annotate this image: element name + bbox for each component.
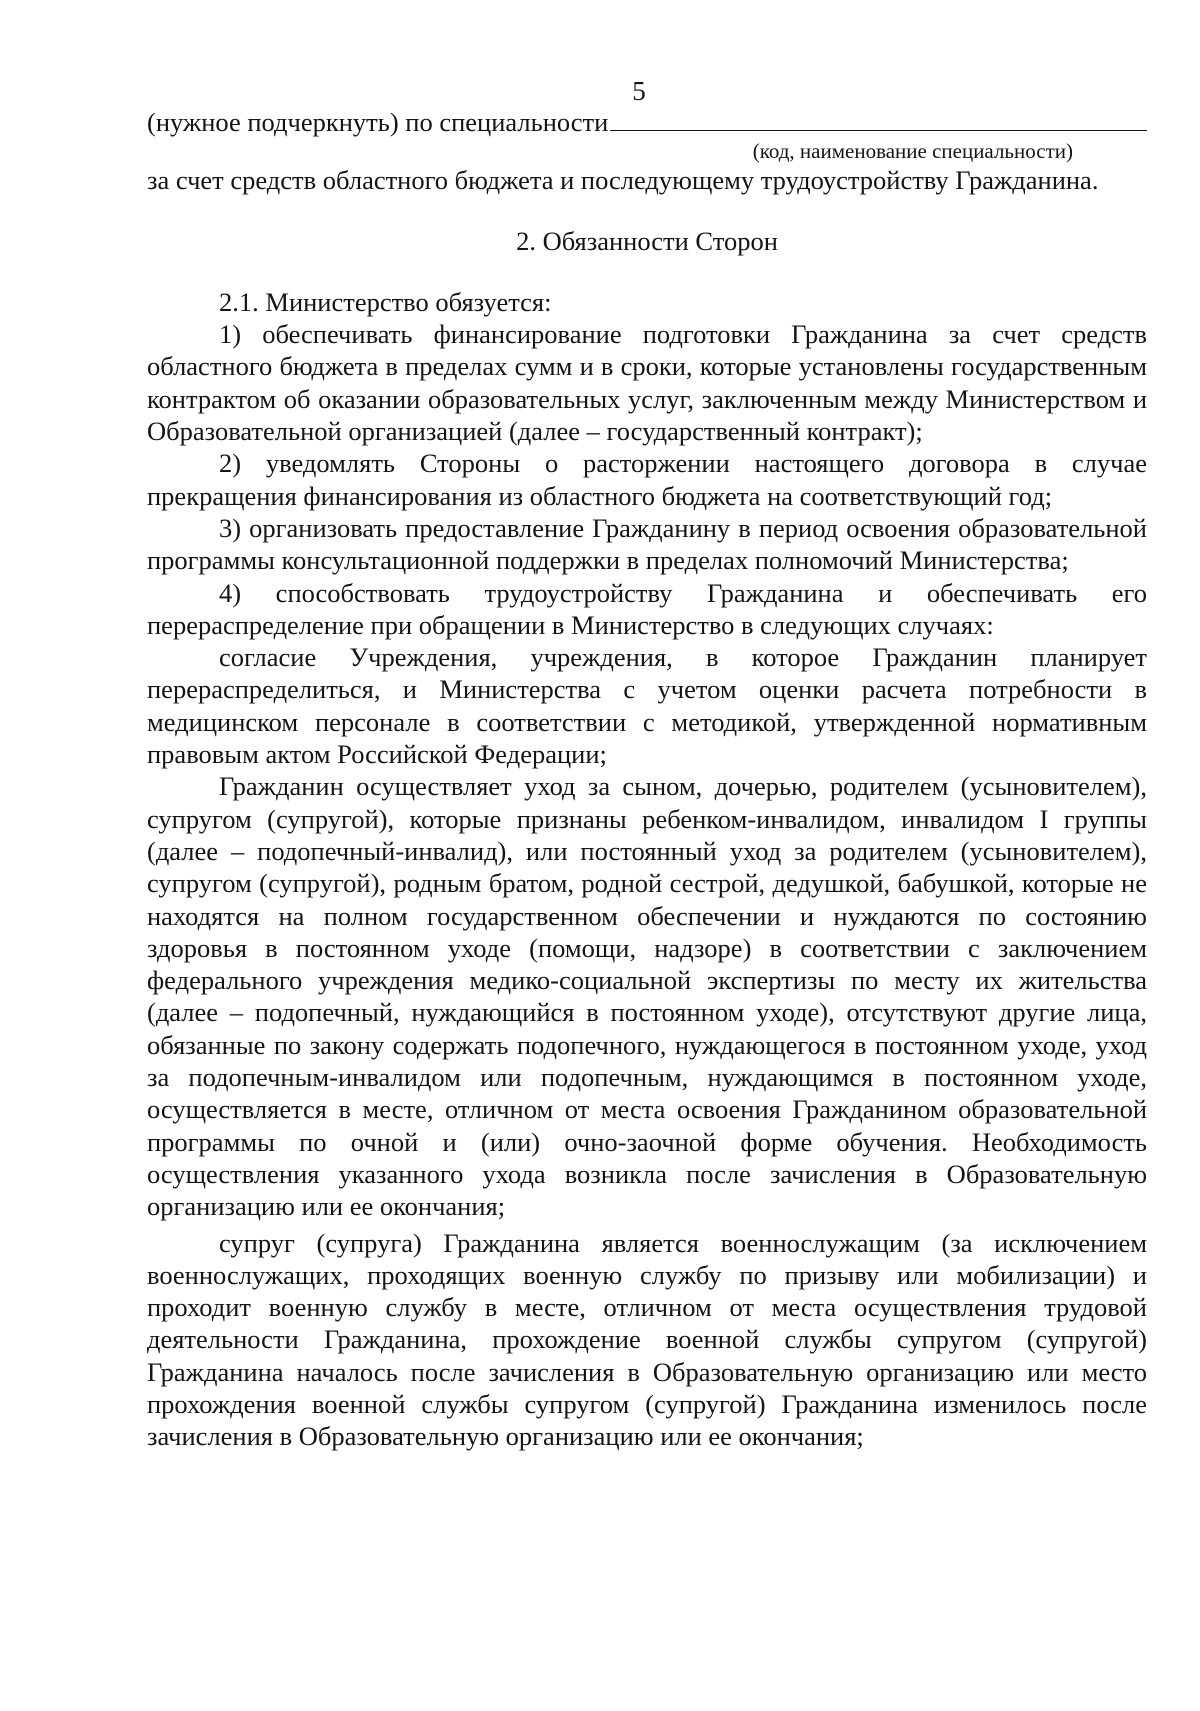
page-number: 5 [632,76,646,106]
section-heading: 2. Обязанности Сторон [516,225,778,256]
case-paragraph-consent: согласие Учреждения, учреждения, в которое Гражданин планирует перераспределиться, и Министерства с учетом оценки расчета потребности в медицинском персонале в соответствии с методикой, утвержденной нормативным правовым актом Российской Федерации; [147,642,1147,770]
case-paragraph-care: Гражданин осуществляет уход за сыном, дочерью, родителем (усыновителем), супругом (супругой), которые признаны ребенком-инвалидом, инвалидом I группы (далее – подопечный-инвалид), или постоянный уход за родителем (усыновителем), супругом (супругой), родным братом, родной сестрой, дедушкой, бабушкой, которые не находятся на полном государственном обеспечении и нуждаются по состоянию здоровья в постоянном уходе (помощи, надзоре) в соответствии с заключением федерального учреждения медико-социальной экспертизы по месту их жительства (далее – подопечный, нуждающийся в постоянном уходе), отсутствуют другие лица, обязанные по закону содержать подопечного, нуждающегося в постоянном уходе, уход за подопечным-инвалидом или подопечным, нуждающимся в постоянном уходе, осуществляется в месте, отличном от места освоения Гражданином образовательной программы по очной и (или) очно-заочной форме обучения. Необходимость осуществления указанного ухода возникла после зачисления в Образовательную организацию или ее окончания; [147,771,1147,1222]
specialty-line-prefix: (нужное подчеркнуть) по специальности [147,107,609,137]
specialty-blank-line [610,106,1147,131]
specialty-line [147,106,1147,138]
clause-2-1: 2.1. Министерство обязуется: [219,286,552,317]
intro-tail-paragraph: за счет средств областного бюджета и последующему трудоустройству Гражданина. [147,165,1099,196]
case-paragraph-spouse-military: супруг (супруга) Гражданина является военнослужащим (за исключением военнослужащих, проходящих военную службу по призыву или мобилизации) и проходит военную службу в месте, отличном от места осуществления трудовой деятельности Гражданина, прохождение военной службы супругом (супругой) Гражданина началось после зачисления в Образовательную организацию или место прохождения военной службы супругом (супругой) Гражданина изменилось после зачисления в Образовательную организацию или ее окончания; [147,1227,1147,1452]
specialty-caption: (код, наименование специальности) [752,139,1073,164]
document-page [147,76,1147,1453]
obligation-item-1: 1) обеспечивать финансирование подготовки Гражданина за счет средств областного бюджета в пределах сумм и в сроки, которые установлены государственным контрактом об оказании образовательных услуг, заключенным между Министерством и Образовательной организацией (далее – государственный контракт); [147,319,1147,447]
obligation-item-4: 4) способствовать трудоустройству Гражданина и обеспечивать его перераспределение при обращении в Министерство в следующих случаях: [147,577,1147,640]
obligation-item-2: 2) уведомлять Стороны о расторжении настоящего договора в случае прекращения финансирования из областного бюджета на соответствующий год; [147,448,1147,511]
obligation-item-3: 3) организовать предоставление Гражданину в период освоения образовательной программы консультационной поддержки в пределах полномочий Министерства; [147,512,1147,576]
